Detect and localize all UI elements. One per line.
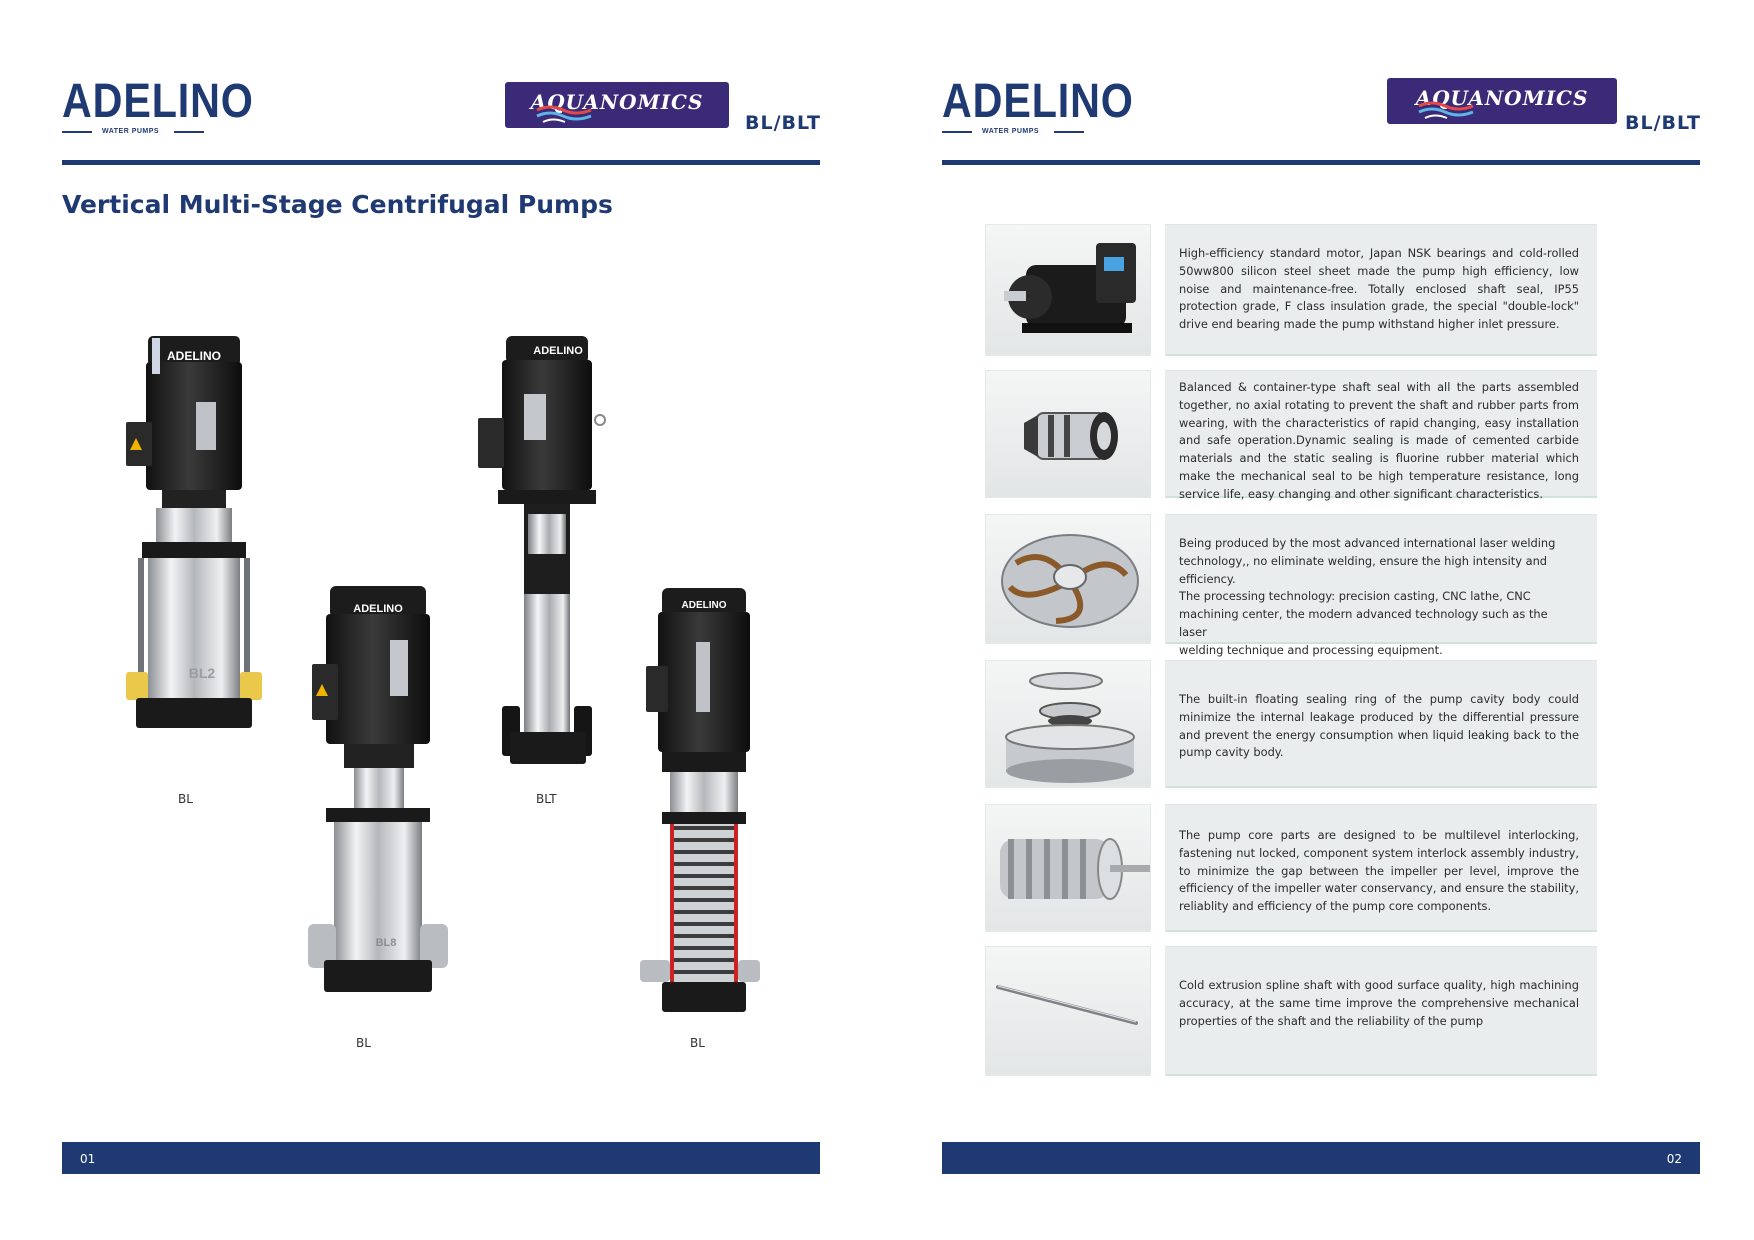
feature-text-impeller-line-4: machining center, the modern advanced technology such as the laser <box>1179 607 1548 639</box>
footer-bar-right <box>942 1142 1700 1174</box>
feature-panel-impeller <box>1165 514 1597 657</box>
page-right <box>877 0 1754 1240</box>
aquanomics-logo <box>505 82 729 128</box>
pump-bl-cutaway-badge: ADELINO <box>681 600 727 611</box>
feature-text-impeller-line-5: welding technique and processing equipment. <box>1179 642 1443 657</box>
pump-blt-image <box>470 334 620 774</box>
aquanomics-logo-text-right: AQUANOMICS <box>1415 86 1589 110</box>
logo-divider-left <box>62 131 92 133</box>
aquanomics-logo-text: AQUANOMICS <box>530 90 704 114</box>
pump-core-icon <box>986 805 1152 933</box>
adelino-logo-text: ADELINO <box>62 75 254 128</box>
feature-panel-sealing-ring <box>1165 660 1597 788</box>
feature-text-motor: High-efficiency standard motor, Japan NSK bearings and cold-rolled 50ww800 silicon steel sheet made the pump high efficiency, low noise and maintenance-free. Totally enclosed shaft seal, IP55 protection grade, F class insulation grade, the special "double-lock" drive end bearing made the pump withstand higher inlet pressure. <box>1179 246 1579 332</box>
pump-blt-badge: ADELINO <box>533 345 583 357</box>
pump-bl-medium-stamp: BL8 <box>375 937 397 949</box>
adelino-logo <box>62 75 254 138</box>
pump-bl-medium-image <box>300 584 450 1014</box>
feature-image-shaft-seal <box>985 370 1151 498</box>
pump-caption-bl-2: BL <box>356 1036 371 1050</box>
adelino-tagline: WATER PUMPS <box>102 128 160 135</box>
pump-caption-bl-1: BL <box>178 792 193 806</box>
feature-panel-pump-core <box>1165 804 1597 932</box>
pump-bl-medium-badge: ADELINO <box>353 603 403 615</box>
feature-image-pump-core <box>985 804 1151 932</box>
impeller-icon <box>986 515 1152 645</box>
adelino-logo-text-right: ADELINO <box>942 75 1134 128</box>
model-label: BL/BLT <box>745 112 821 134</box>
shaft-seal-icon <box>986 371 1152 499</box>
sealing-ring-icon <box>986 661 1152 789</box>
feature-image-impeller <box>985 514 1151 644</box>
feature-text-impeller-line-3: The processing technology: precision casting, CNC lathe, CNC <box>1179 589 1531 604</box>
footer-bar <box>62 1142 820 1174</box>
feature-panel-shaft-seal <box>1165 370 1597 501</box>
motor-icon <box>986 225 1152 357</box>
pump-caption-blt: BLT <box>536 792 557 806</box>
spline-shaft-icon <box>986 947 1152 1077</box>
wave-icon <box>535 104 595 128</box>
feature-text-impeller-line-1: Being produced by the most advanced international laser welding <box>1179 536 1556 550</box>
header-rule <box>62 160 820 165</box>
feature-image-spline-shaft <box>985 946 1151 1076</box>
feature-image-motor <box>985 224 1151 356</box>
feature-image-sealing-ring <box>985 660 1151 788</box>
pump-caption-bl-3: BL <box>690 1036 705 1050</box>
pump-bl-cutaway-image <box>640 586 760 1026</box>
header-rule-right <box>942 160 1700 165</box>
feature-panel-spline-shaft <box>1165 946 1597 1076</box>
wave-icon-right <box>1417 100 1477 124</box>
page-title: Vertical Multi-Stage Centrifugal Pumps <box>62 190 613 219</box>
feature-text-pump-core: The pump core parts are designed to be multilevel interlocking, fastening nut locked, component system interlock assembly industry, to minimize the gap between the impeller per level, improve the efficiency of the impeller water conservancy, and ensure the stability, reliablity and efficiency of the pump core components. <box>1179 828 1579 914</box>
adelino-logo-right <box>942 75 1134 138</box>
page-number: 01 <box>80 1152 96 1166</box>
feature-text-impeller-line-2: technology,, no eliminate welding, ensure the high intensity and efficiency. <box>1179 553 1548 586</box>
logo-divider-right <box>174 131 204 133</box>
page-number-right: 02 <box>1666 1152 1682 1166</box>
feature-panel-motor <box>1165 224 1597 356</box>
model-label-right: BL/BLT <box>1625 112 1701 134</box>
logo-divider-left-right <box>942 131 972 133</box>
pump-bl-large-badge: ADELINO <box>167 349 221 363</box>
feature-text-impeller <box>1179 535 1579 660</box>
aquanomics-logo-right <box>1387 78 1617 124</box>
feature-text-shaft-seal: Balanced & container-type shaft seal with all the parts assembled together, no axial rotating to prevent the shaft and rubber parts from wearing, with the characteristics of rapid changing, easy installation and safe operation.Dynamic sealing is made of cemented carbide materials and the static sealing is fluorine rubber material which make the mechanical seal to be high temperature resistance, long service life, easy changing and other significant characteristics. <box>1179 380 1579 501</box>
feature-text-spline-shaft: Cold extrusion spline shaft with good surface quality, high machining accuracy, at the same time improve the comprehensive mechanical properties of the shaft and the reliability of the pump <box>1179 978 1579 1028</box>
logo-divider-right-right <box>1054 131 1084 133</box>
feature-text-sealing-ring: The built-in floating sealing ring of the pump cavity body could minimize the internal leakage produced by the differential pressure and prevent the energy consumption when liquid leaking back to the pump cavity body. <box>1179 692 1579 760</box>
pump-bl-large-stamp: BL2 <box>188 665 216 681</box>
pump-bl-large-image <box>118 332 278 752</box>
adelino-tagline-right: WATER PUMPS <box>982 128 1040 135</box>
